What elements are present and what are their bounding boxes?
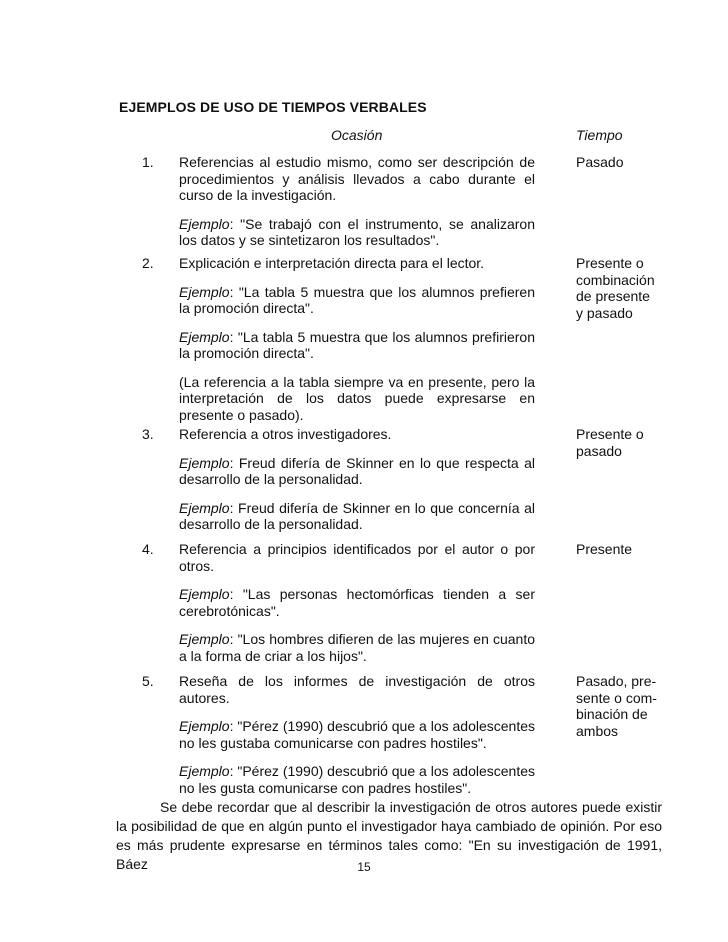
tiempo-line: sente o com- xyxy=(576,689,657,706)
description-paragraph xyxy=(179,374,535,424)
page-number: 15 xyxy=(357,860,371,874)
tiempo-line: Presente xyxy=(576,541,633,557)
item-description xyxy=(179,673,535,796)
example-label: Ejemplo xyxy=(179,328,230,345)
item-number: 5. xyxy=(142,673,154,689)
paragraph-text: : "Se trabajó con el instrumento, se analizaron los datos y se sintetizaron los resultados". xyxy=(179,215,535,248)
tiempo-line: de presente xyxy=(576,288,650,304)
paragraph-text: : Freud difería de Skinner en lo que respecta al desarrollo de la personalidad. xyxy=(179,454,535,487)
item-tiempo xyxy=(576,541,686,558)
item-number: 1. xyxy=(142,154,154,170)
paragraph-text: Reseña de los informes de investigación de otros autores. xyxy=(179,673,535,706)
item-tiempo xyxy=(576,154,686,171)
example-label: Ejemplo xyxy=(179,631,230,647)
item-description xyxy=(179,541,535,664)
column-header-tiempo: Tiempo xyxy=(576,127,623,143)
description-paragraph xyxy=(179,541,535,574)
column-header-ocasion: Ocasión xyxy=(331,127,383,143)
item-tiempo xyxy=(576,255,686,321)
example-paragraph xyxy=(179,455,535,488)
tiempo-line: y pasado xyxy=(576,304,633,321)
tiempo-line: pasado xyxy=(576,442,622,459)
paragraph-text: : "Pérez (1990) descubrió que a los adolescentes no les gustaba comunicarse con padres hostiles". xyxy=(179,718,535,751)
paragraph-text: : Freud difería de Skinner en lo que concernía al desarrollo de la personalidad. xyxy=(179,499,535,532)
closing-paragraph: Se debe recordar que al describir la investigación de otros autores puede existir la posibilidad de que en algún punto el investigador haya cambiado de opinión. Por eso es más prudente expresarse en términos tales como: "En su investigación de 1991, Báez xyxy=(116,799,662,872)
tiempo-line: combinación xyxy=(576,271,655,288)
item-description xyxy=(179,255,535,423)
example-label: Ejemplo xyxy=(179,454,230,471)
example-label: Ejemplo xyxy=(179,283,230,300)
tiempo-line: ambos xyxy=(576,722,619,739)
paragraph-text: : "La tabla 5 muestra que los alumnos prefirieron la promoción directa". xyxy=(179,328,535,361)
paragraph-text: Referencias al estudio mismo, como ser descripción de procedimientos y análisis llevados a cabo durante el curso de la investigación. xyxy=(179,154,535,203)
item-description xyxy=(179,426,535,533)
paragraph-text: Referencia a principios identificados por el autor o por otros. xyxy=(179,541,535,574)
item-tiempo xyxy=(576,426,686,459)
paragraph-text: : "Pérez (1990) descubrió que a los adolescentes no les gusta comunicarse con padres hostiles". xyxy=(179,763,535,796)
example-label: Ejemplo xyxy=(179,586,230,602)
example-label: Ejemplo xyxy=(179,718,230,734)
tiempo-line: Pasado, pre- xyxy=(576,673,657,689)
tiempo-line: Pasado xyxy=(576,154,624,170)
paragraph-text: : "La tabla 5 muestra que los alumnos prefieren la promoción directa". xyxy=(179,283,535,316)
example-paragraph xyxy=(179,631,535,664)
description-paragraph xyxy=(179,426,535,443)
description-paragraph xyxy=(179,154,535,204)
example-label: Ejemplo xyxy=(179,499,230,516)
example-label: Ejemplo xyxy=(179,215,230,232)
example-paragraph xyxy=(179,763,535,796)
paragraph-text: (La referencia a la tabla siempre va en presente, pero la interpretación de los datos puede expresarse en presente o pasado). xyxy=(179,373,535,423)
paragraph-text: Explicación e interpretación directa para el lector. xyxy=(179,255,485,271)
tiempo-line: Presente o xyxy=(576,255,644,271)
description-paragraph xyxy=(179,255,535,272)
item-number: 2. xyxy=(142,255,154,271)
paragraph-text: : "Los hombres difieren de las mujeres en cuanto a la forma de criar a los hijos". xyxy=(179,631,535,664)
example-paragraph xyxy=(179,216,535,249)
example-label: Ejemplo xyxy=(179,763,230,779)
item-number: 4. xyxy=(142,541,154,557)
example-paragraph xyxy=(179,500,535,533)
example-paragraph xyxy=(179,329,535,362)
example-paragraph xyxy=(179,586,535,619)
paragraph-text: Referencia a otros investigadores. xyxy=(179,426,392,442)
section-title: EJEMPLOS DE USO DE TIEMPOS VERBALES xyxy=(119,99,427,115)
item-description xyxy=(179,154,535,249)
item-number: 3. xyxy=(142,426,154,442)
item-tiempo xyxy=(576,673,686,739)
example-paragraph xyxy=(179,718,535,751)
tiempo-line: binación de xyxy=(576,706,648,722)
paragraph-text: : "Las personas hectomórficas tienden a ser cerebrotónicas". xyxy=(179,586,535,619)
description-paragraph xyxy=(179,673,535,706)
example-paragraph xyxy=(179,284,535,317)
tiempo-line: Presente o xyxy=(576,426,644,442)
